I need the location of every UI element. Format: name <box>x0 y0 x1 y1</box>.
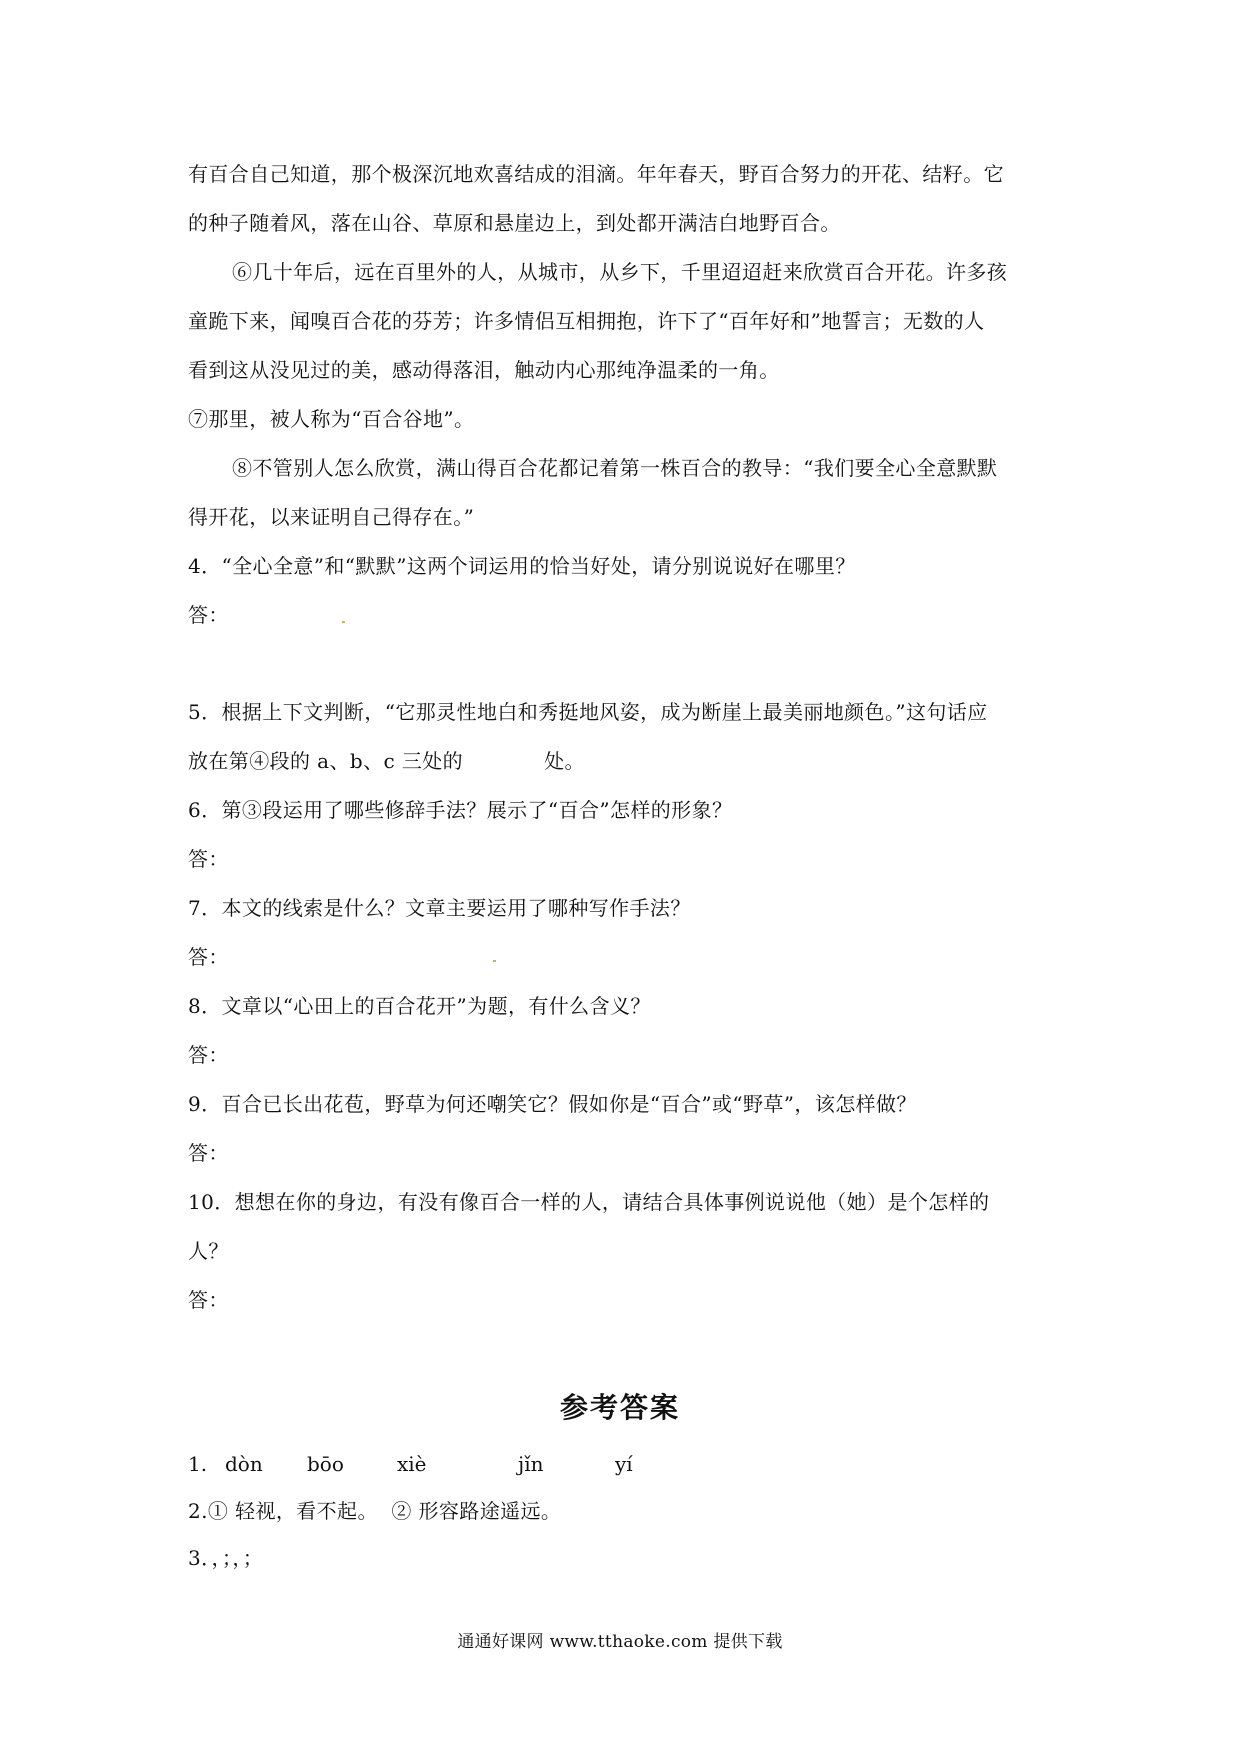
pinyin-4: jǐn <box>518 1452 544 1476</box>
answer-3: 3．，；，； <box>188 1546 264 1570</box>
passage-line: 的种子随着风，落在山谷、草原和悬崖边上，到处都开满洁白地野百合。 <box>188 211 841 235</box>
answer-2: 2.① 轻视，看不起。 ② 形容路途遥远。 <box>188 1499 562 1523</box>
pinyin-3: xiè <box>397 1452 427 1476</box>
question-8: 8．文章以“心田上的百合花开”为题，有什么含义？ <box>188 994 651 1018</box>
question-5-cont: 放在第④段的 a、b、c 三处的 处。 <box>188 749 585 773</box>
paragraph-6: ⑥几十年后，远在百里外的人，从城市，从乡下，千里迢迢赶来欣赏百合开花。许多孩 <box>232 260 1008 284</box>
paragraph-8: ⑧不管别人怎么欣赏，满山得百合花都记着第一株百合的教导：“我们要全心全意默默 <box>232 456 998 480</box>
passage-line: 看到这从没见过的美，感动得落泪，触动内心那纯净温柔的一角。 <box>188 358 780 382</box>
answer-1-number: 1. <box>188 1452 208 1476</box>
paragraph-7: ⑦那里，被人称为“百合谷地”。 <box>188 407 475 431</box>
answer-label: 答： <box>188 1043 229 1067</box>
passage-line: 得开花，以来证明自己得存在。” <box>188 505 475 529</box>
answer-label: 答： <box>188 945 229 969</box>
pinyin-2: bōo <box>307 1452 344 1476</box>
question-7: 7．本文的线索是什么？文章主要运用了哪种写作手法？ <box>188 896 691 920</box>
passage-line: 童跪下来，闻嗅百合花的芬芳；许多情侣互相拥抱，许下了“百年好和”地誓言；无数的人 <box>188 309 985 333</box>
question-10-cont: 人？ <box>188 1239 229 1263</box>
pinyin-5: yí <box>615 1452 633 1476</box>
passage-line: 有百合自己知道，那个极深沉地欢喜结成的泪滴。年年春天，野百合努力的开花、结籽。它 <box>188 162 1004 186</box>
answer-label: 答： <box>188 1288 229 1312</box>
question-10: 10．想想在你的身边，有没有像百合一样的人，请结合具体事例说说他（她）是个怎样的 <box>188 1190 990 1214</box>
pinyin-1: dòn <box>225 1452 263 1476</box>
answer-label: 答： <box>188 847 229 871</box>
scan-speck <box>342 621 345 623</box>
answer-label: 答： <box>188 1141 229 1165</box>
page-footer: 通通好课网 www.tthaoke.com 提供下载 <box>457 1632 783 1652</box>
answer-label: 答： <box>188 603 229 627</box>
answers-title: 参考答案 <box>559 1391 680 1424</box>
question-6: 6．第③段运用了哪些修辞手法？展示了“百合”怎样的形象？ <box>188 798 733 822</box>
question-9: 9．百合已长出花苞，野草为何还嘲笑它？假如你是“百合”或“野草”，该怎样做？ <box>188 1092 917 1116</box>
scan-speck <box>493 960 496 962</box>
question-5: 5．根据上下文判断，“它那灵性地白和秀挺地风姿，成为断崖上最美丽地颜色。”这句话应 <box>188 700 988 724</box>
question-4: 4．“全心全意”和“默默”这两个词运用的恰当好处，请分别说说好在哪里？ <box>188 554 856 578</box>
